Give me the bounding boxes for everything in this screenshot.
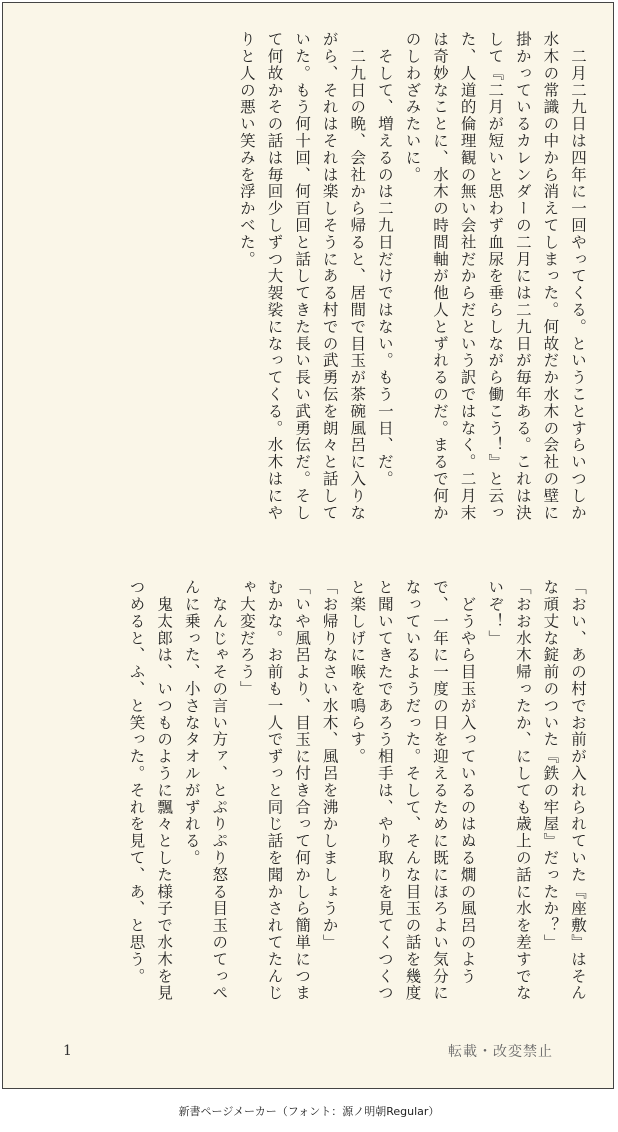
footer-credit: 新書ページメーカー（フォント：源ノ明朝Regular）	[178, 1105, 440, 1118]
paragraph: 「おい、あの村でお前が入れられていた『座敷』はそんな頑丈な錠前のついた『鉄の牢屋』だったか？」	[541, 579, 587, 1002]
paragraph: 「おお水木帰ったか、にしても歳上の話に水を差すでないぞ！」	[486, 579, 532, 1002]
paragraph: そして、増えるのは二九日だけではない。もう一日、だ。	[375, 31, 394, 488]
paragraph: 二九日の晩、会社から帰ると、居間で目玉が茶碗風呂に入りながら、それはそれは楽しそうにある村での武勇伝を朗々と話していた。もう何十回、何百回と話してきた長い長い武勇伝だ。そして何故かその話は毎回少しずつ大袈裟になってくる。水木はにやりと人の悪い笑みを浮かべた。	[237, 31, 367, 522]
paragraph: なんじゃその言い方ァ、とぷりぷり怒る目玉のてっぺんに乗った、小さなタオルがずれる。	[182, 579, 229, 1002]
book-page	[2, 2, 614, 1089]
paragraph: 「いや風呂より、目玉に付き合って何かしら簡単につまむかな。お前も一人でずっと同じ話を聞かされてたんじゃ大変だろう」	[237, 579, 312, 1002]
upper-text-block	[232, 31, 591, 531]
paragraph: 「お帰りなさい水木、風呂を沸かしましょうか」	[320, 579, 339, 951]
paragraph: どうやら目玉が入っているのはぬる燗の風呂のようで、一年に一度の日を迎えるために既にほろよい気分になっているようだった。そして、そんな目玉の話を幾度と聞いてきたであろう相手は、やり取りを見てくつくつと楽しげに喉を鳴らす。	[348, 579, 477, 1002]
copyright-notice: 転載・改変禁止	[448, 1044, 553, 1060]
paragraph: 鬼太郎は、いつものように飄々とした様子で水木を見つめると、ふ、と笑った。それを見て、あ、と思う。	[127, 579, 174, 1002]
page-number: 1	[63, 1043, 72, 1059]
paragraph: 二月二九日は四年に一回やってくる。ということすらいつしか水木の常識の中から消えてしまった。何故だか水木の会社の壁に掛かっているカレンダーの二月には二九日が毎年ある。これは決して『二月が短いと思わず血尿を垂らしながら働こう！』と云った、人道的倫理観の無い会社だからだという訳ではなく。二月末は奇妙なことに、水木の時間軸が他人とずれるのだ。まるで何かのしわざみたいに。	[403, 31, 587, 522]
lower-text-block	[122, 579, 591, 1009]
